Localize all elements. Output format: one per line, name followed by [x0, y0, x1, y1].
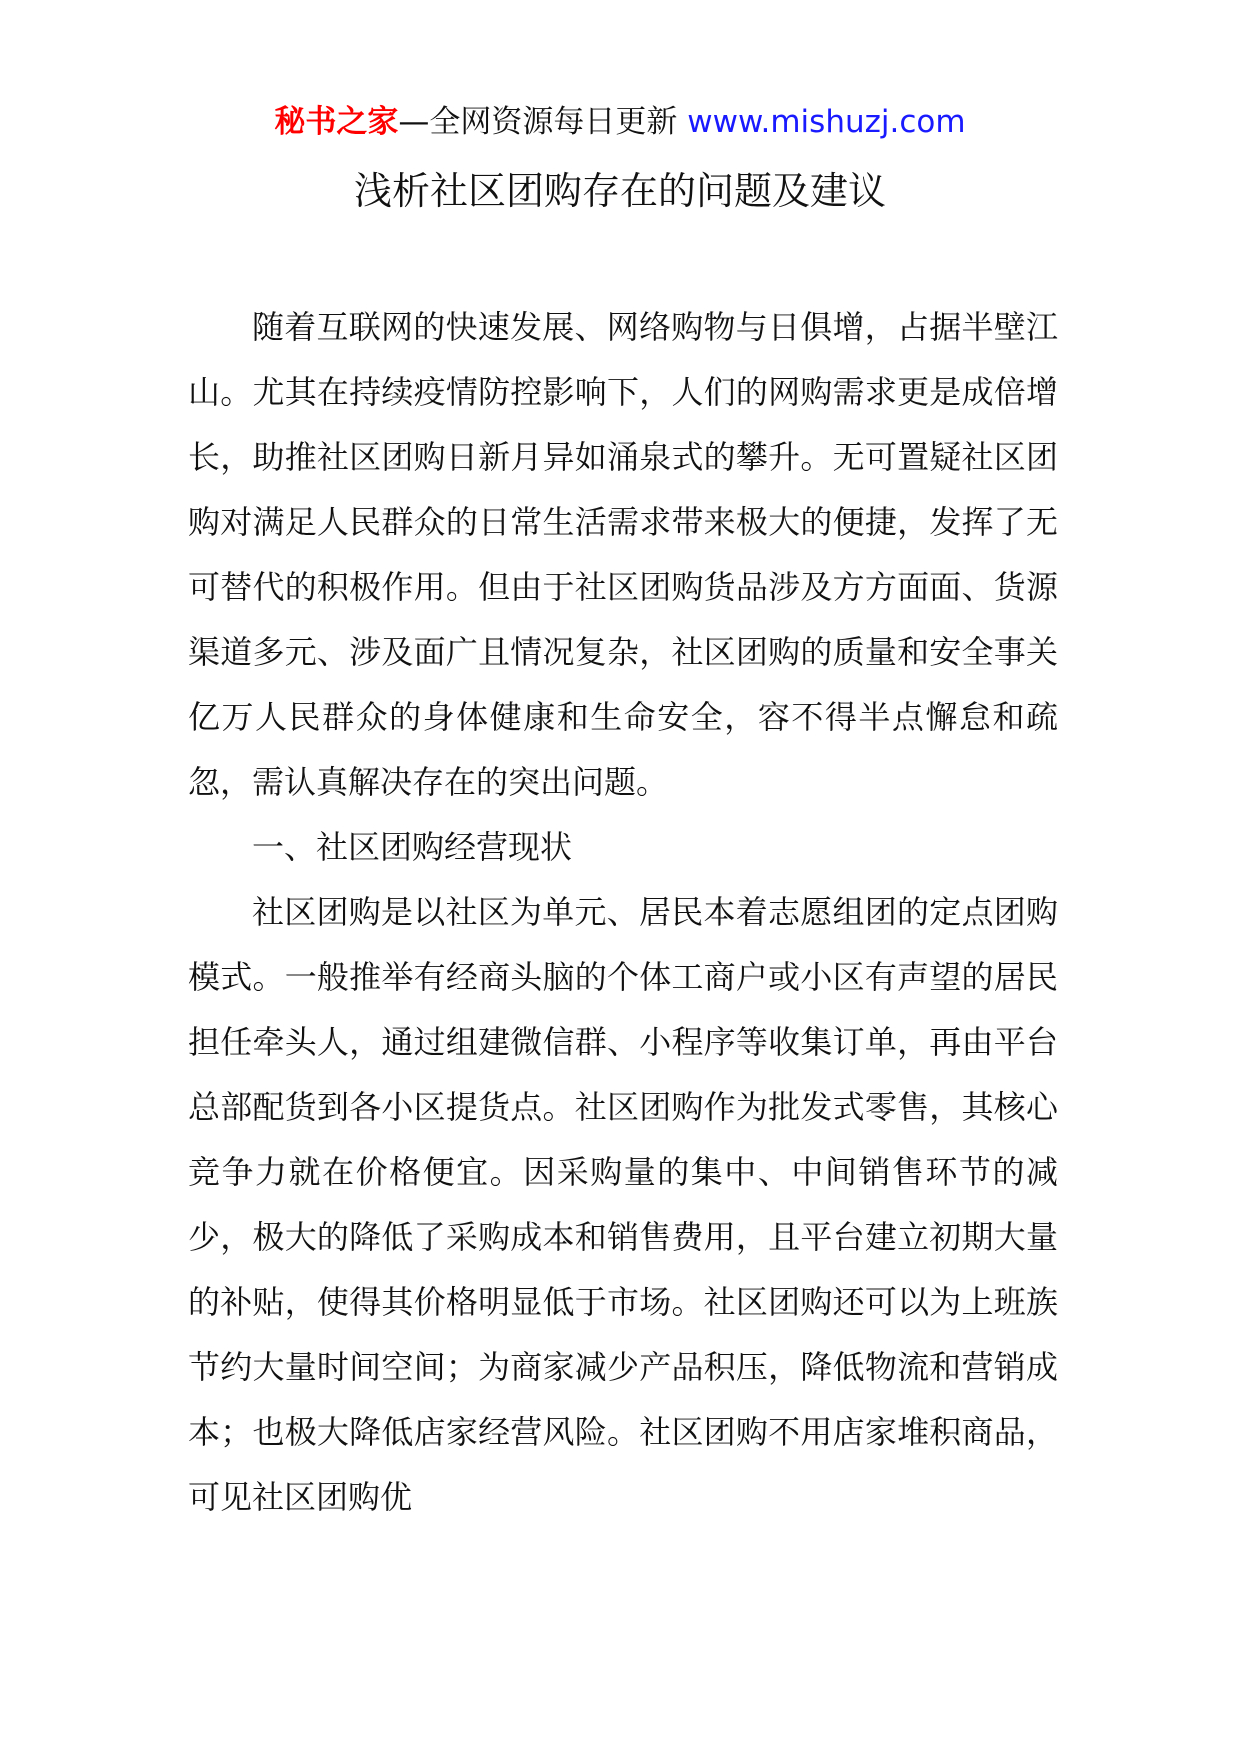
site-header: [0, 100, 1240, 144]
document-body: [188, 295, 1058, 1530]
site-url-link[interactable]: www.mishuzj.com: [687, 104, 966, 140]
brand-name: 秘书之家: [274, 104, 399, 140]
document-title: 浅析社区团购存在的问题及建议: [353, 169, 886, 213]
brand-tagline: —全网资源每日更新: [398, 104, 678, 140]
intro-paragraph: 随着互联网的快速发展、网络购物与日俱增，占据半壁江山。尤其在持续疫情防控影响下，人们的网购需求更是成倍增长，助推社区团购日新月异如涌泉式的攀升。无可置疑社区团购对满足人民群众的日常生活需求带来极大的便捷，发挥了无可替代的积极作用。但由于社区团购货品涉及方方面面、货源渠道多元、涉及面广且情况复杂，社区团购的质量和安全事关亿万人民群众的身体健康和生命安全，容不得半点懈怠和疏忽，需认真解决存在的突出问题。: [188, 308, 1058, 801]
section-heading: 一、社区团购经营现状: [252, 828, 573, 866]
section-paragraph: 社区团购是以社区为单元、居民本着志愿组团的定点团购模式。一般推举有经商头脑的个体工商户或小区有声望的居民担任牵头人，通过组建微信群、小程序等收集订单，再由平台总部配货到各小区提货点。社区团购作为批发式零售，其核心竞争力就在价格便宜。因采购量的集中、中间销售环节的减少，极大的降低了采购成本和销售费用，且平台建立初期大量的补贴，使得其价格明显低于市场。社区团购还可以为上班族节约大量时间空间；为商家减少产品积压，降低物流和营销成本；也极大降低店家经营风险。社区团购不用店家堆积商品，可见社区团购优: [188, 893, 1058, 1516]
